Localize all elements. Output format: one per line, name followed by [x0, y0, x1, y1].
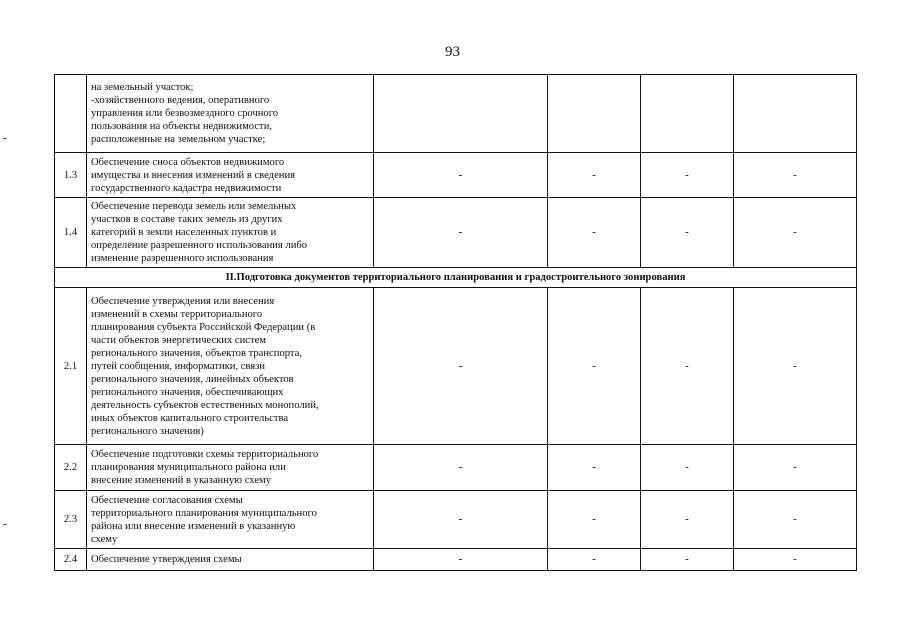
value-cell: -: [374, 198, 548, 268]
row-number: [55, 75, 87, 153]
value-cell: -: [548, 549, 641, 571]
row-description: на земельный участок; -хозяйственного ведения, оперативного управления или безвозмездного срочного пользования на объекты недвижимости, расположенные на земельном участке;: [87, 75, 374, 153]
table-row: [55, 153, 857, 198]
margin-mark: [3, 138, 7, 139]
row-number: 2.3: [55, 491, 87, 549]
value-cell: -: [548, 288, 641, 445]
value-cell: [374, 75, 548, 153]
value-cell: -: [641, 491, 734, 549]
table-row: [55, 75, 857, 153]
value-cell: -: [734, 153, 857, 198]
value-cell: -: [641, 445, 734, 491]
table-row: [55, 198, 857, 268]
row-description: Обеспечение утверждения или внесения изменений в схемы территориального планирования субъекта Российской Федерации (в части объектов энергетических систем регионального значения, объектов транспорта, путей сообщения, информатики, связи регионального значения, линейных объектов регионального значения, обеспечивающих деятельность субъектов естественных монополий, иных объектов капитального строительства регионального значения): [87, 288, 374, 445]
value-cell: -: [374, 491, 548, 549]
value-cell: [734, 75, 857, 153]
value-cell: -: [641, 549, 734, 571]
row-description: Обеспечение сноса объектов недвижимого имущества и внесения изменений в сведения государственного кадастра недвижимости: [87, 153, 374, 198]
row-description: Обеспечение перевода земель или земельных участков в составе таких земель из других категорий в земли населенных пунктов и определение разрешенного использования либо изменение разрешенного использования: [87, 198, 374, 268]
value-cell: -: [548, 445, 641, 491]
value-cell: -: [374, 549, 548, 571]
value-cell: -: [374, 445, 548, 491]
value-cell: -: [548, 491, 641, 549]
row-number: 1.4: [55, 198, 87, 268]
value-cell: -: [734, 198, 857, 268]
value-cell: -: [548, 153, 641, 198]
row-number: 1.3: [55, 153, 87, 198]
table-row: [55, 445, 857, 491]
row-description: Обеспечение согласования схемы территориального планирования муниципального района или внесение изменений в указанную схему: [87, 491, 374, 549]
value-cell: -: [734, 491, 857, 549]
section-title: II.Подготовка документов территориального планирования и градостроительного зонирования: [55, 268, 857, 288]
page-number: 93: [445, 44, 460, 60]
value-cell: -: [734, 445, 857, 491]
row-number: 2.2: [55, 445, 87, 491]
value-cell: -: [548, 198, 641, 268]
value-cell: [641, 75, 734, 153]
table-row: [55, 549, 857, 571]
section-header-row: [55, 268, 857, 288]
row-description: Обеспечение утверждения схемы: [87, 549, 374, 571]
value-cell: [548, 75, 641, 153]
value-cell: -: [734, 288, 857, 445]
value-cell: -: [641, 198, 734, 268]
value-cell: -: [734, 549, 857, 571]
table-row: [55, 491, 857, 549]
value-cell: -: [374, 288, 548, 445]
margin-mark: [3, 524, 7, 525]
row-description: Обеспечение подготовки схемы территориального планирования муниципального района или внесение изменений в указанную схему: [87, 445, 374, 491]
table-row: [55, 288, 857, 445]
value-cell: -: [641, 288, 734, 445]
row-number: 2.4: [55, 549, 87, 571]
value-cell: -: [374, 153, 548, 198]
document-table: [54, 74, 857, 571]
value-cell: -: [641, 153, 734, 198]
row-number: 2.1: [55, 288, 87, 445]
